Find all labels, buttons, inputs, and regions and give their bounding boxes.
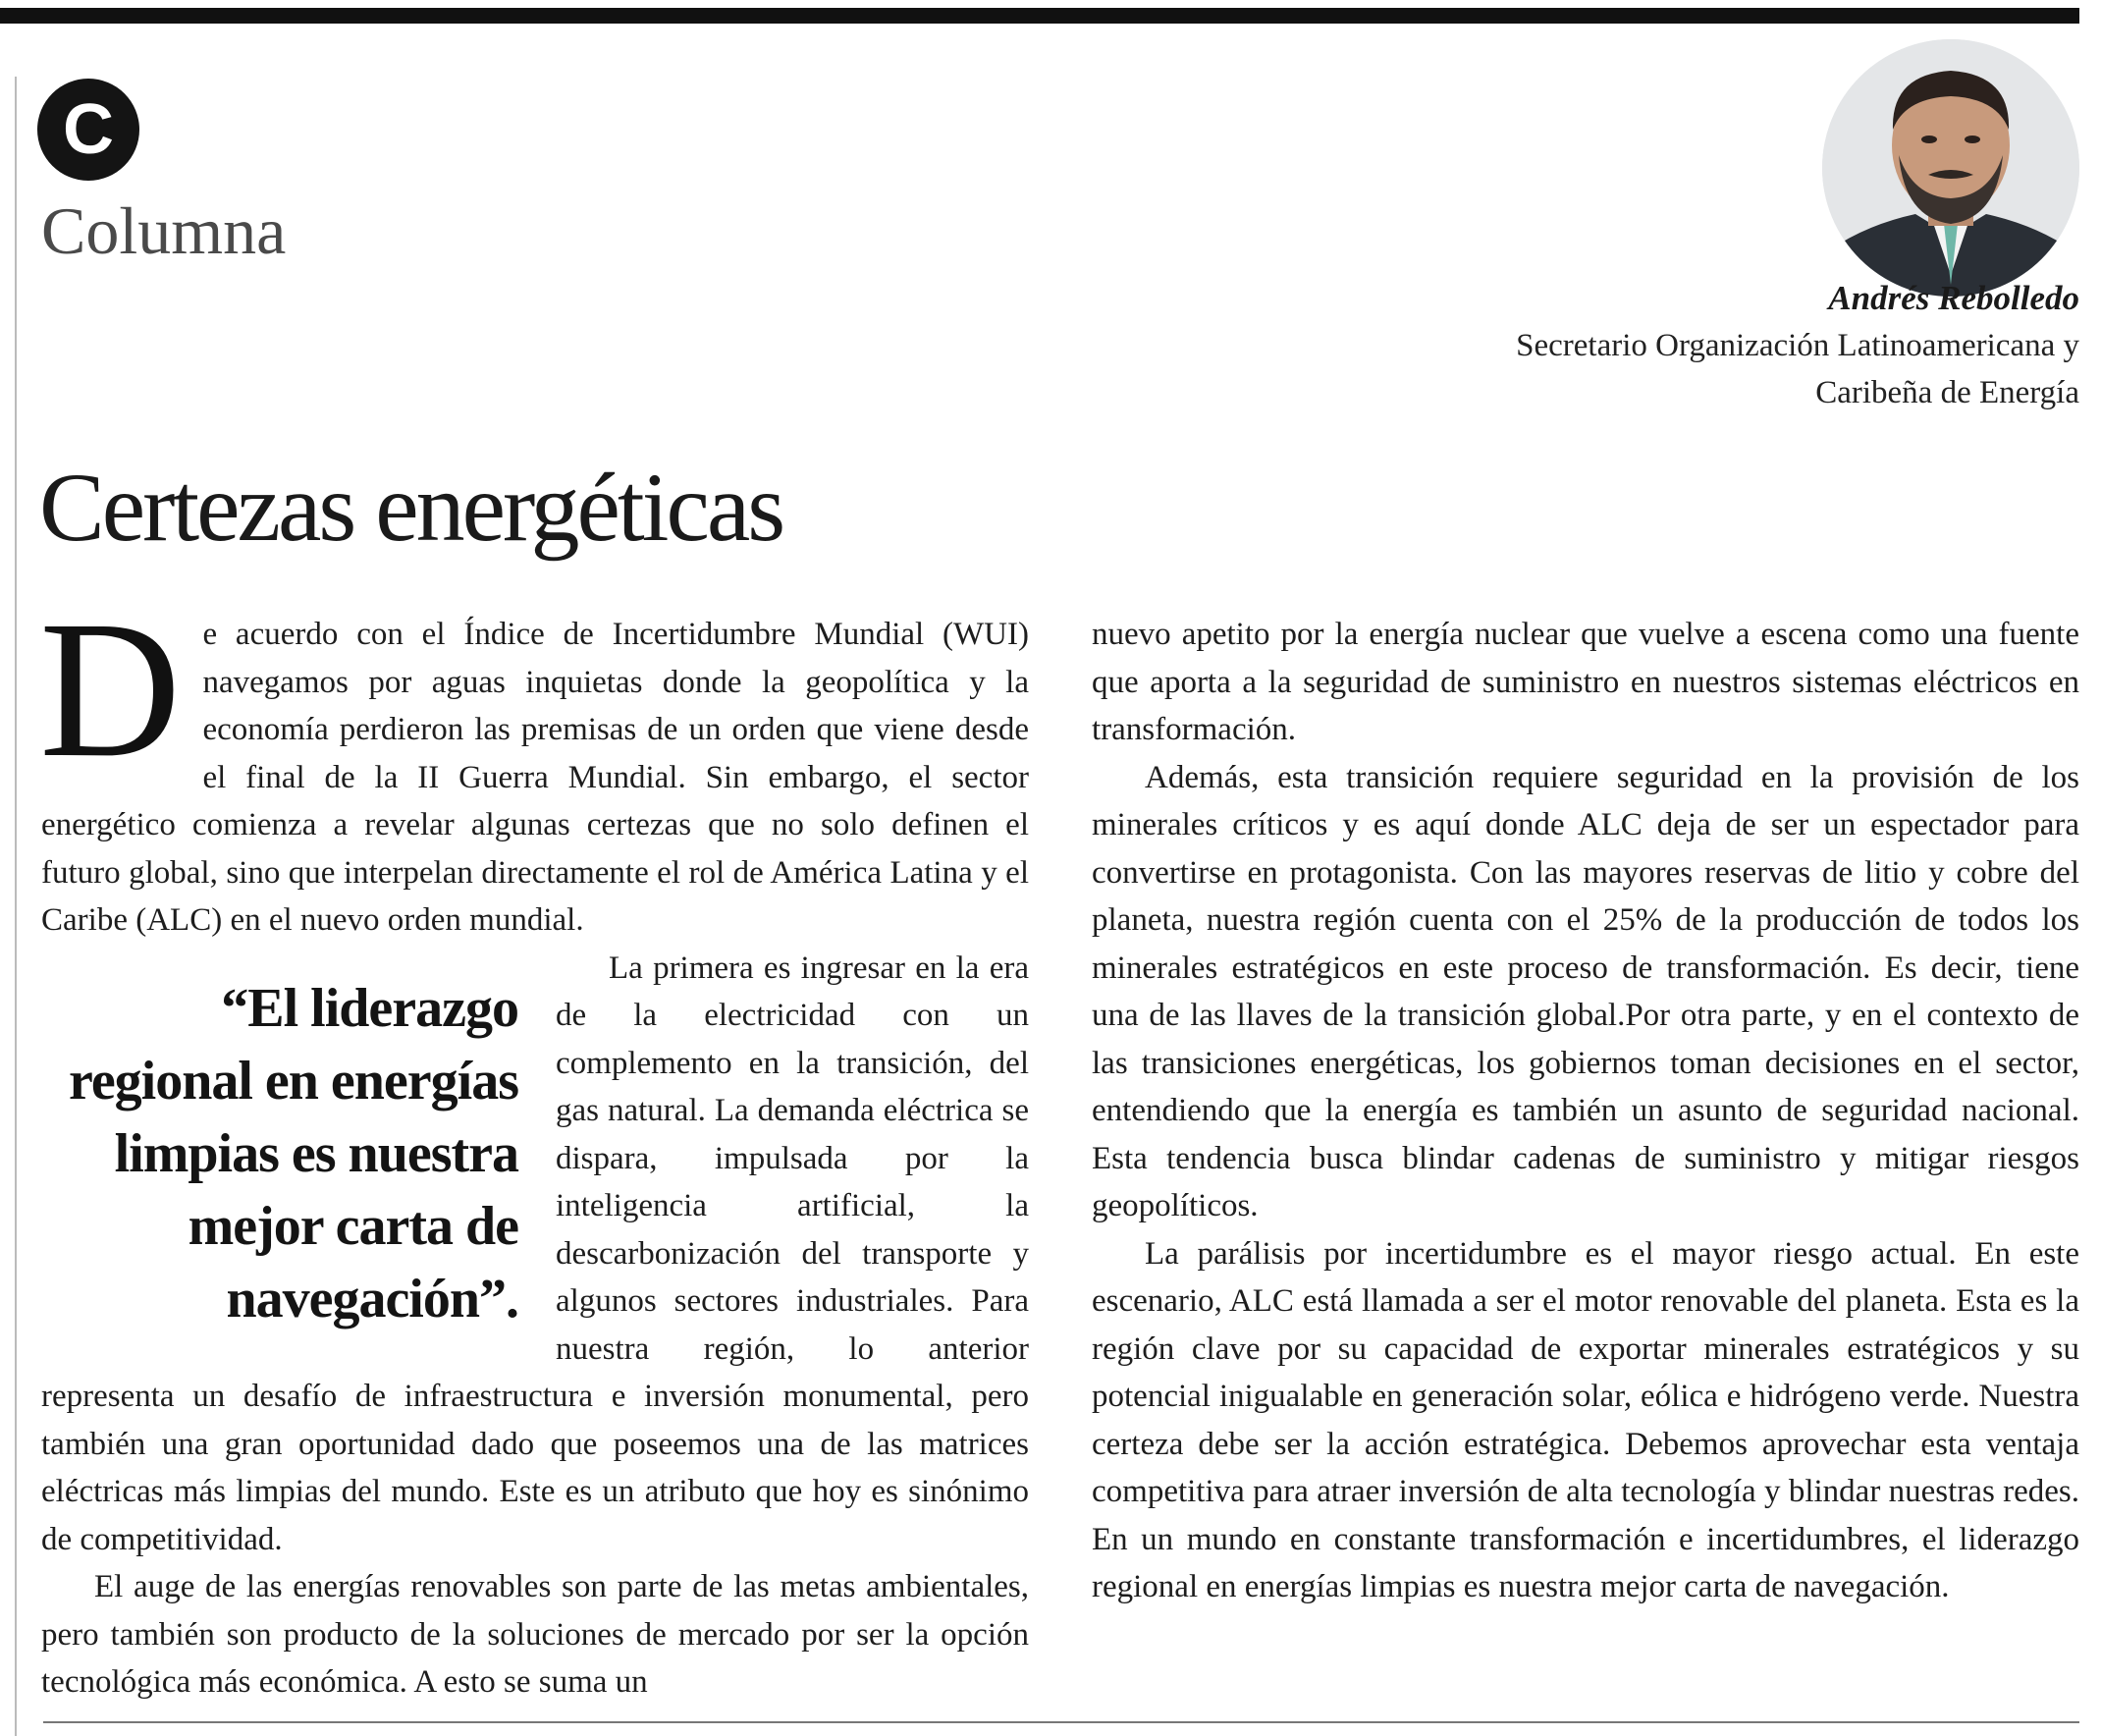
left-margin-rule <box>15 77 17 1736</box>
badge-letter: C <box>63 90 114 169</box>
author-role-line-2: Caribeña de Energía <box>1815 375 2079 410</box>
author-name: Andrés Rebolledo <box>1828 279 2079 317</box>
drop-cap: D <box>39 581 182 798</box>
article-paragraph: El auge de las energías renovables son parte de las metas ambientales, pero también son producto de la soluciones de mercado por ser la opción tecnológica más económica. A esto se suma un <box>41 1569 1029 1700</box>
paragraph-1-text: e acuerdo con el Índice de Incertidumbre Mundial (WUI) navegamos por aguas inquietas donde la geopolítica y la economía perdieron las premisas de un orden que viene desde el final de la II Guerra Mundial. Sin embargo, el sector energético comienza a revelar algunas certezas que no solo definen el futuro global, sino que interpelan directamente el rol de América Latina y el Caribe (ALC) en el nuevo orden mundial. <box>41 617 1029 938</box>
article-column-left <box>39 581 1029 1707</box>
author-photo <box>1822 39 2079 297</box>
article-paragraph: La parálisis por incertidumbre es el mayor riesgo actual. En este escenario, ALC está llamada a ser el motor renovable del planeta. Esta es la región clave por su capacidad de exportar minerales estratégicos y su potencial inigualable en generación solar, eólica e hidrógeno verde. Nuestra certeza debe ser la acción estratégica. Debemos aprovechar esta ventaja competitiva para atraer inversión de alta tecnología y blindar nuestras redes. En un mundo en constante transformación e incertidumbres, el liderazgo regional en energías limpias es nuestra mejor carta de navegación. <box>1092 1235 2079 1604</box>
article-paragraph: nuevo apetito por la energía nuclear que vuelve a escena como una fuente que aporta a la seguridad de suministro en nuestros sistemas eléctricos en transformación. <box>1092 617 2079 747</box>
article-paragraph: Además, esta transición requiere seguridad en la provisión de los minerales críticos y es aquí donde ALC deja de ser un espectador para convertirse en protagonista. Con las mayores reservas de litio y cobre del planeta, nuestra región cuenta con el 25% de la producción de todos los minerales estratégicos en este proceso de transformación. Es decir, tiene una de las llaves de la transición global.Por otra parte, y en el contexto de las transiciones energéticas, los gobiernos toman decisiones en el sector, entendiendo que la energía es también un asunto de seguridad nacional. Esta tendencia busca blindar cadenas de suministro y mitigar riesgos geopolíticos. <box>1092 759 2079 1223</box>
column-badge-icon <box>37 79 139 181</box>
section-label: Columna <box>41 193 287 268</box>
article-paragraph <box>39 581 1029 945</box>
author-role-line-1: Secretario Organización Latinoamericana y <box>1516 328 2079 363</box>
author-portrait-icon <box>1822 39 2079 297</box>
pull-quote: “El liderazgo regional en energías limpias es nuestra mejor carta de navegación”. <box>68 977 518 1329</box>
author-byline <box>1516 275 2079 416</box>
article-headline: Certezas energéticas <box>39 453 783 562</box>
top-rule <box>0 8 2079 24</box>
article-paragraph: La primera es ingresar en la era de la electricidad con un complemento en la transición, del gas natural. La demanda eléctrica se dispara, impulsada por la inteligencia artificial, la descarbonización del transporte y algunos sectores industriales. Para nuestra región, lo anterior representa un desafío de infraestructura e inversión monumental, pero también una gran oportunidad dado que poseemos una de las matrices eléctricas más limpias del mundo. Este es un atributo que hoy es sinónimo de competitividad. <box>41 949 1029 1557</box>
article-column-right <box>1092 611 2079 1611</box>
bottom-rule <box>43 1721 2079 1723</box>
